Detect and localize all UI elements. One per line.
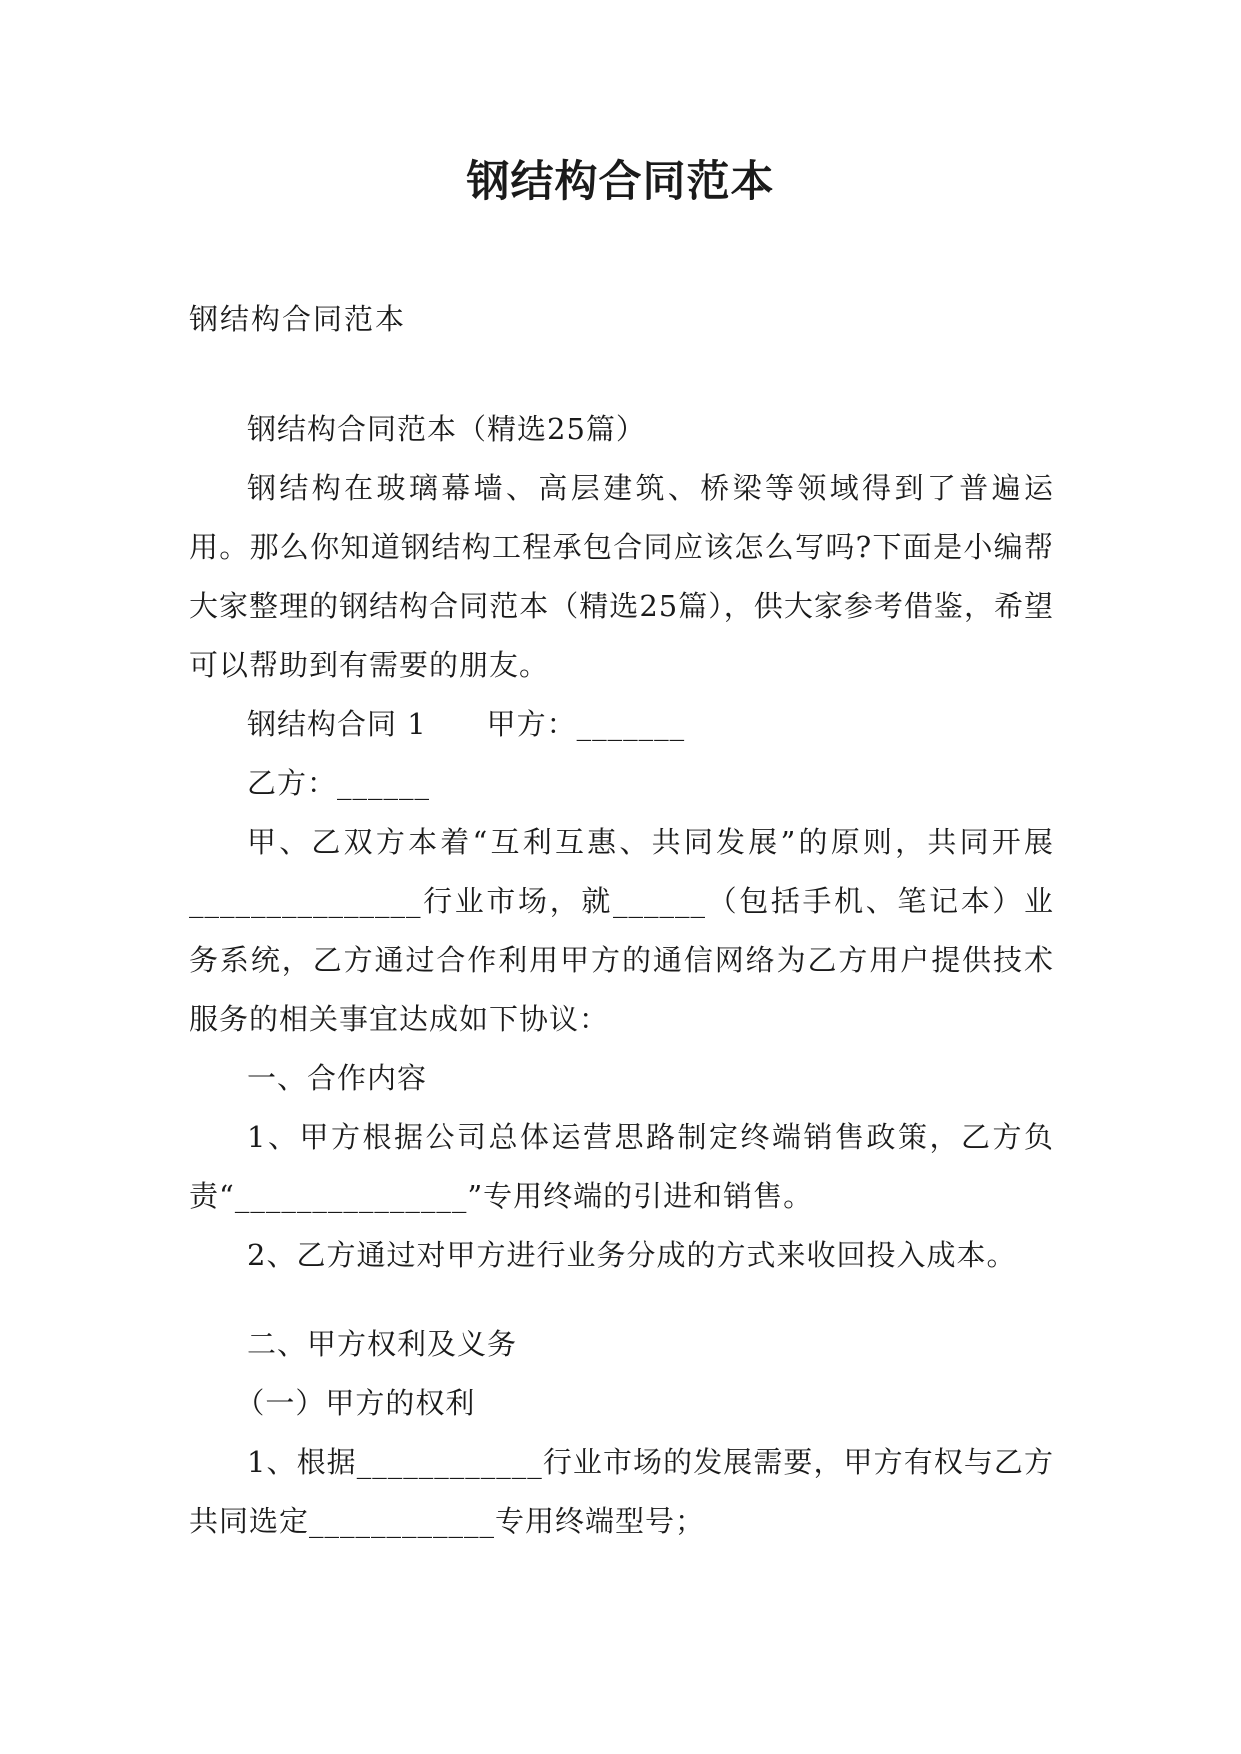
paragraph-intro: 钢结构在玻璃幕墙、高层建筑、桥梁等领域得到了普遍运用。那么你知道钢结构工程承包合同应该怎么写吗?下面是小编帮大家整理的钢结构合同范本（精选25篇），供大家参考借鉴，希望可以帮助到有需要的朋友。 — [189, 471, 1054, 682]
document-subtitle: 钢结构合同范本 — [189, 302, 407, 336]
spacer — [189, 1285, 1054, 1315]
document-body — [189, 290, 1054, 1551]
paragraph-party-b: 乙方：______ — [247, 766, 431, 800]
section-heading-cooperation: 一、合作内容 — [247, 1061, 428, 1095]
paragraph-party-a: 钢结构合同 1 甲方：_______ — [247, 707, 686, 741]
paragraph-collection-title: 钢结构合同范本（精选25篇） — [247, 412, 646, 446]
document-title: 钢结构合同范本 — [466, 157, 775, 207]
paragraph-preamble: 甲、乙双方本着“互利互惠、共同发展”的原则，共同开展_______________行业市场，就______（包括手机、笔记本）业务系统，乙方通过合作利用甲方的通信网络为乙方用户提供技术服务的相关事宜达成如下协议： — [189, 825, 1054, 1036]
clause-1-2: 2、乙方通过对甲方进行业务分成的方式来收回投入成本。 — [247, 1238, 1017, 1272]
clause-2-1: 1、根据____________行业市场的发展需要，甲方有权与乙方共同选定____________专用终端型号； — [189, 1445, 1054, 1538]
clause-1-1: 1、甲方根据公司总体运营思路制定终端销售政策，乙方负责“_______________”专用终端的引进和销售。 — [189, 1120, 1054, 1213]
subsection-heading-party-a-rights: （一）甲方的权利 — [235, 1386, 476, 1420]
section-heading-party-a-rights: 二、甲方权利及义务 — [247, 1327, 518, 1361]
